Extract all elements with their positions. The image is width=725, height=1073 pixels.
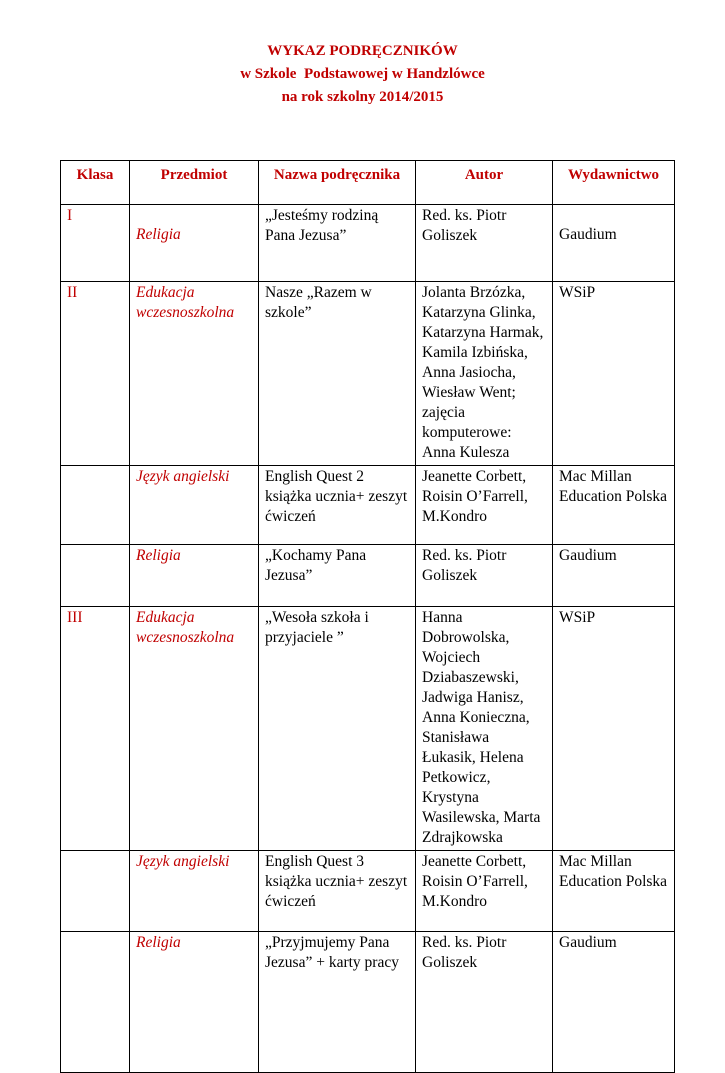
- cell-przedmiot: Język angielski: [130, 851, 259, 932]
- cell-wydawnictwo: WSiP: [553, 282, 675, 466]
- cell-wydawnictwo: Mac Millan Education Polska: [553, 466, 675, 545]
- cell-wydawnictwo: Gaudium: [553, 545, 675, 607]
- cell-klasa: [61, 545, 130, 607]
- cell-klasa: II: [61, 282, 130, 466]
- cell-autor: Red. ks. Piotr Goliszek: [416, 205, 553, 282]
- header-przedmiot: Przedmiot: [130, 161, 259, 205]
- document-title: [0, 40, 725, 109]
- header-autor: Autor: [416, 161, 553, 205]
- table-row: [61, 607, 675, 851]
- cell-przedmiot: Religia: [130, 932, 259, 1073]
- cell-klasa: III: [61, 607, 130, 851]
- title-line-3: na rok szkolny 2014/2015: [281, 89, 444, 105]
- header-nazwa: Nazwa podręcznika: [259, 161, 416, 205]
- cell-nazwa: Nasze „Razem w szkole”: [259, 282, 416, 466]
- cell-przedmiot: Religia: [130, 205, 259, 282]
- title-line-1: WYKAZ PODRĘCZNIKÓW: [267, 43, 458, 59]
- table-row: [61, 205, 675, 282]
- cell-wydawnictwo: WSiP: [553, 607, 675, 851]
- cell-nazwa: English Quest 3 książka ucznia+ zeszyt ćwiczeń: [259, 851, 416, 932]
- cell-autor: Hanna Dobrowolska, Wojciech Dziabaszewski, Jadwiga Hanisz, Anna Konieczna, Stanisława Łukasik, Helena Petkowicz, Krystyna Wasilewska, Marta Zdrajkowska: [416, 607, 553, 851]
- table-row: [61, 851, 675, 932]
- cell-nazwa: „Jesteśmy rodziną Pana Jezusa”: [259, 205, 416, 282]
- cell-nazwa: English Quest 2 książka ucznia+ zeszyt ćwiczeń: [259, 466, 416, 545]
- cell-przedmiot: Religia: [130, 545, 259, 607]
- cell-klasa: [61, 466, 130, 545]
- cell-autor: Jeanette Corbett, Roisin O’Farrell, M.Kondro: [416, 466, 553, 545]
- cell-klasa: [61, 932, 130, 1073]
- cell-autor: Jolanta Brzózka, Katarzyna Glinka, Katarzyna Harmak, Kamila Izbińska, Anna Jasiocha, Wiesław Went; zajęcia komputerowe: Anna Kulesza: [416, 282, 553, 466]
- table-row: [61, 932, 675, 1073]
- cell-klasa: [61, 851, 130, 932]
- cell-nazwa: „Wesoła szkoła i przyjaciele ”: [259, 607, 416, 851]
- table-row: [61, 282, 675, 466]
- header-klasa: Klasa: [61, 161, 130, 205]
- table-row: [61, 466, 675, 545]
- cell-nazwa: „Kochamy Pana Jezusa”: [259, 545, 416, 607]
- cell-klasa: I: [61, 205, 130, 282]
- cell-autor: Red. ks. Piotr Goliszek: [416, 932, 553, 1073]
- header-wydawnictwo: Wydawnictwo: [553, 161, 675, 205]
- cell-wydawnictwo: Gaudium: [553, 205, 675, 282]
- cell-wydawnictwo: Mac Millan Education Polska: [553, 851, 675, 932]
- cell-autor: Jeanette Corbett, Roisin O’Farrell, M.Kondro: [416, 851, 553, 932]
- cell-autor: Red. ks. Piotr Goliszek: [416, 545, 553, 607]
- table-row: [61, 545, 675, 607]
- textbook-table: [60, 160, 675, 1073]
- cell-nazwa: „Przyjmujemy Pana Jezusa” + karty pracy: [259, 932, 416, 1073]
- header-row: [61, 161, 675, 205]
- cell-przedmiot: Język angielski: [130, 466, 259, 545]
- cell-wydawnictwo: Gaudium: [553, 932, 675, 1073]
- title-line-2: w Szkole Podstawowej w Handzlówce: [240, 66, 485, 82]
- cell-przedmiot: Edukacja wczesnoszkolna: [130, 282, 259, 466]
- cell-przedmiot: Edukacja wczesnoszkolna: [130, 607, 259, 851]
